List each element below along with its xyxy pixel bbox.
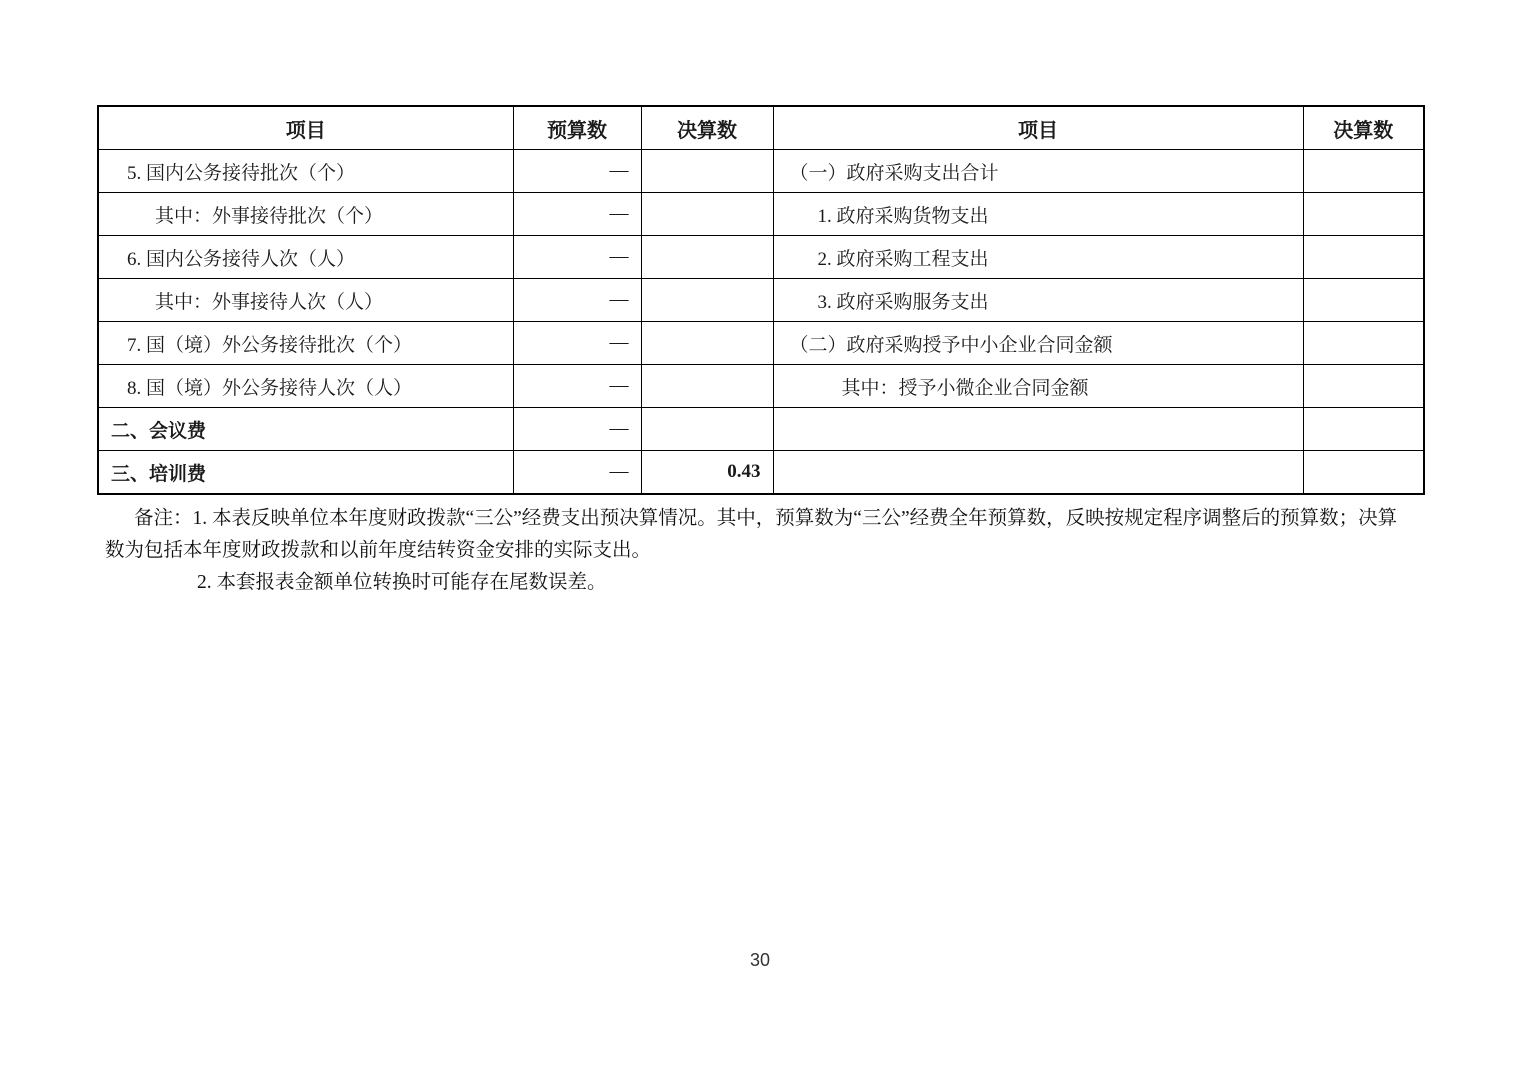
- final-cell-left: [641, 150, 773, 193]
- final-cell-right: [1303, 279, 1424, 322]
- final-cell-left: [641, 408, 773, 451]
- table-row: [98, 236, 1424, 279]
- item-cell-right: 2. 政府采购工程支出: [773, 236, 1303, 279]
- item-cell-left: 其中：外事接待人次（人）: [98, 279, 513, 322]
- budget-cell: —: [513, 150, 641, 193]
- final-cell-left: 0.43: [641, 451, 773, 495]
- final-cell-left: [641, 279, 773, 322]
- final-cell-left: [641, 365, 773, 408]
- header-item-left: 项目: [98, 106, 513, 150]
- item-cell-left: 6. 国内公务接待人次（人）: [98, 236, 513, 279]
- final-cell-left: [641, 236, 773, 279]
- budget-cell: —: [513, 279, 641, 322]
- page-number: 30: [749, 950, 771, 970]
- table-row: [98, 408, 1424, 451]
- table-row: [98, 365, 1424, 408]
- item-cell-left: 8. 国（境）外公务接待人次（人）: [98, 365, 513, 408]
- budget-cell: —: [513, 193, 641, 236]
- footnote-line: 2. 本套报表金额单位转换时可能存在尾数误差。: [197, 572, 607, 593]
- table-row: [98, 322, 1424, 365]
- table-row: [98, 193, 1424, 236]
- item-cell-left: 7. 国（境）外公务接待批次（个）: [98, 322, 513, 365]
- footnotes: [105, 503, 1445, 599]
- header-item-right: 项目: [773, 106, 1303, 150]
- budget-cell: —: [513, 408, 641, 451]
- budget-cell: —: [513, 236, 641, 279]
- item-cell-right: [773, 451, 1303, 495]
- item-cell-right: [773, 408, 1303, 451]
- item-cell-right: 其中：授予小微企业合同金额: [773, 365, 1303, 408]
- item-cell-right: （一）政府采购支出合计: [773, 150, 1303, 193]
- header-final-right: 决算数: [1303, 106, 1424, 150]
- footnote-line: 数为包括本年度财政拨款和以前年度结转资金安排的实际支出。: [105, 540, 652, 561]
- header-final-left: 决算数: [641, 106, 773, 150]
- budget-cell: —: [513, 365, 641, 408]
- item-cell-right: 3. 政府采购服务支出: [773, 279, 1303, 322]
- final-cell-right: [1303, 408, 1424, 451]
- final-cell-right: [1303, 365, 1424, 408]
- table-header-row: [98, 106, 1424, 150]
- final-cell-right: [1303, 150, 1424, 193]
- final-cell-right: [1303, 322, 1424, 365]
- budget-cell: —: [513, 451, 641, 495]
- budget-cell: —: [513, 322, 641, 365]
- final-cell-right: [1303, 451, 1424, 495]
- item-cell-left: 其中：外事接待批次（个）: [98, 193, 513, 236]
- item-cell-left: 二、会议费: [98, 408, 513, 451]
- final-cell-left: [641, 193, 773, 236]
- table-row: [98, 451, 1424, 495]
- three-public-funds-table: [97, 105, 1425, 495]
- table-row: [98, 150, 1424, 193]
- final-cell-right: [1303, 236, 1424, 279]
- item-cell-right: 1. 政府采购货物支出: [773, 193, 1303, 236]
- item-cell-right: （二）政府采购授予中小企业合同金额: [773, 322, 1303, 365]
- footnote-line: 备注：1. 本表反映单位本年度财政拨款“三公”经费支出预决算情况。其中，预算数为“三公”经费全年预算数，反映按规定程序调整后的预算数；决算: [134, 508, 1398, 529]
- final-cell-left: [641, 322, 773, 365]
- final-cell-right: [1303, 193, 1424, 236]
- table-row: [98, 279, 1424, 322]
- item-cell-left: 5. 国内公务接待批次（个）: [98, 150, 513, 193]
- header-budget: 预算数: [513, 106, 641, 150]
- item-cell-left: 三、培训费: [98, 451, 513, 495]
